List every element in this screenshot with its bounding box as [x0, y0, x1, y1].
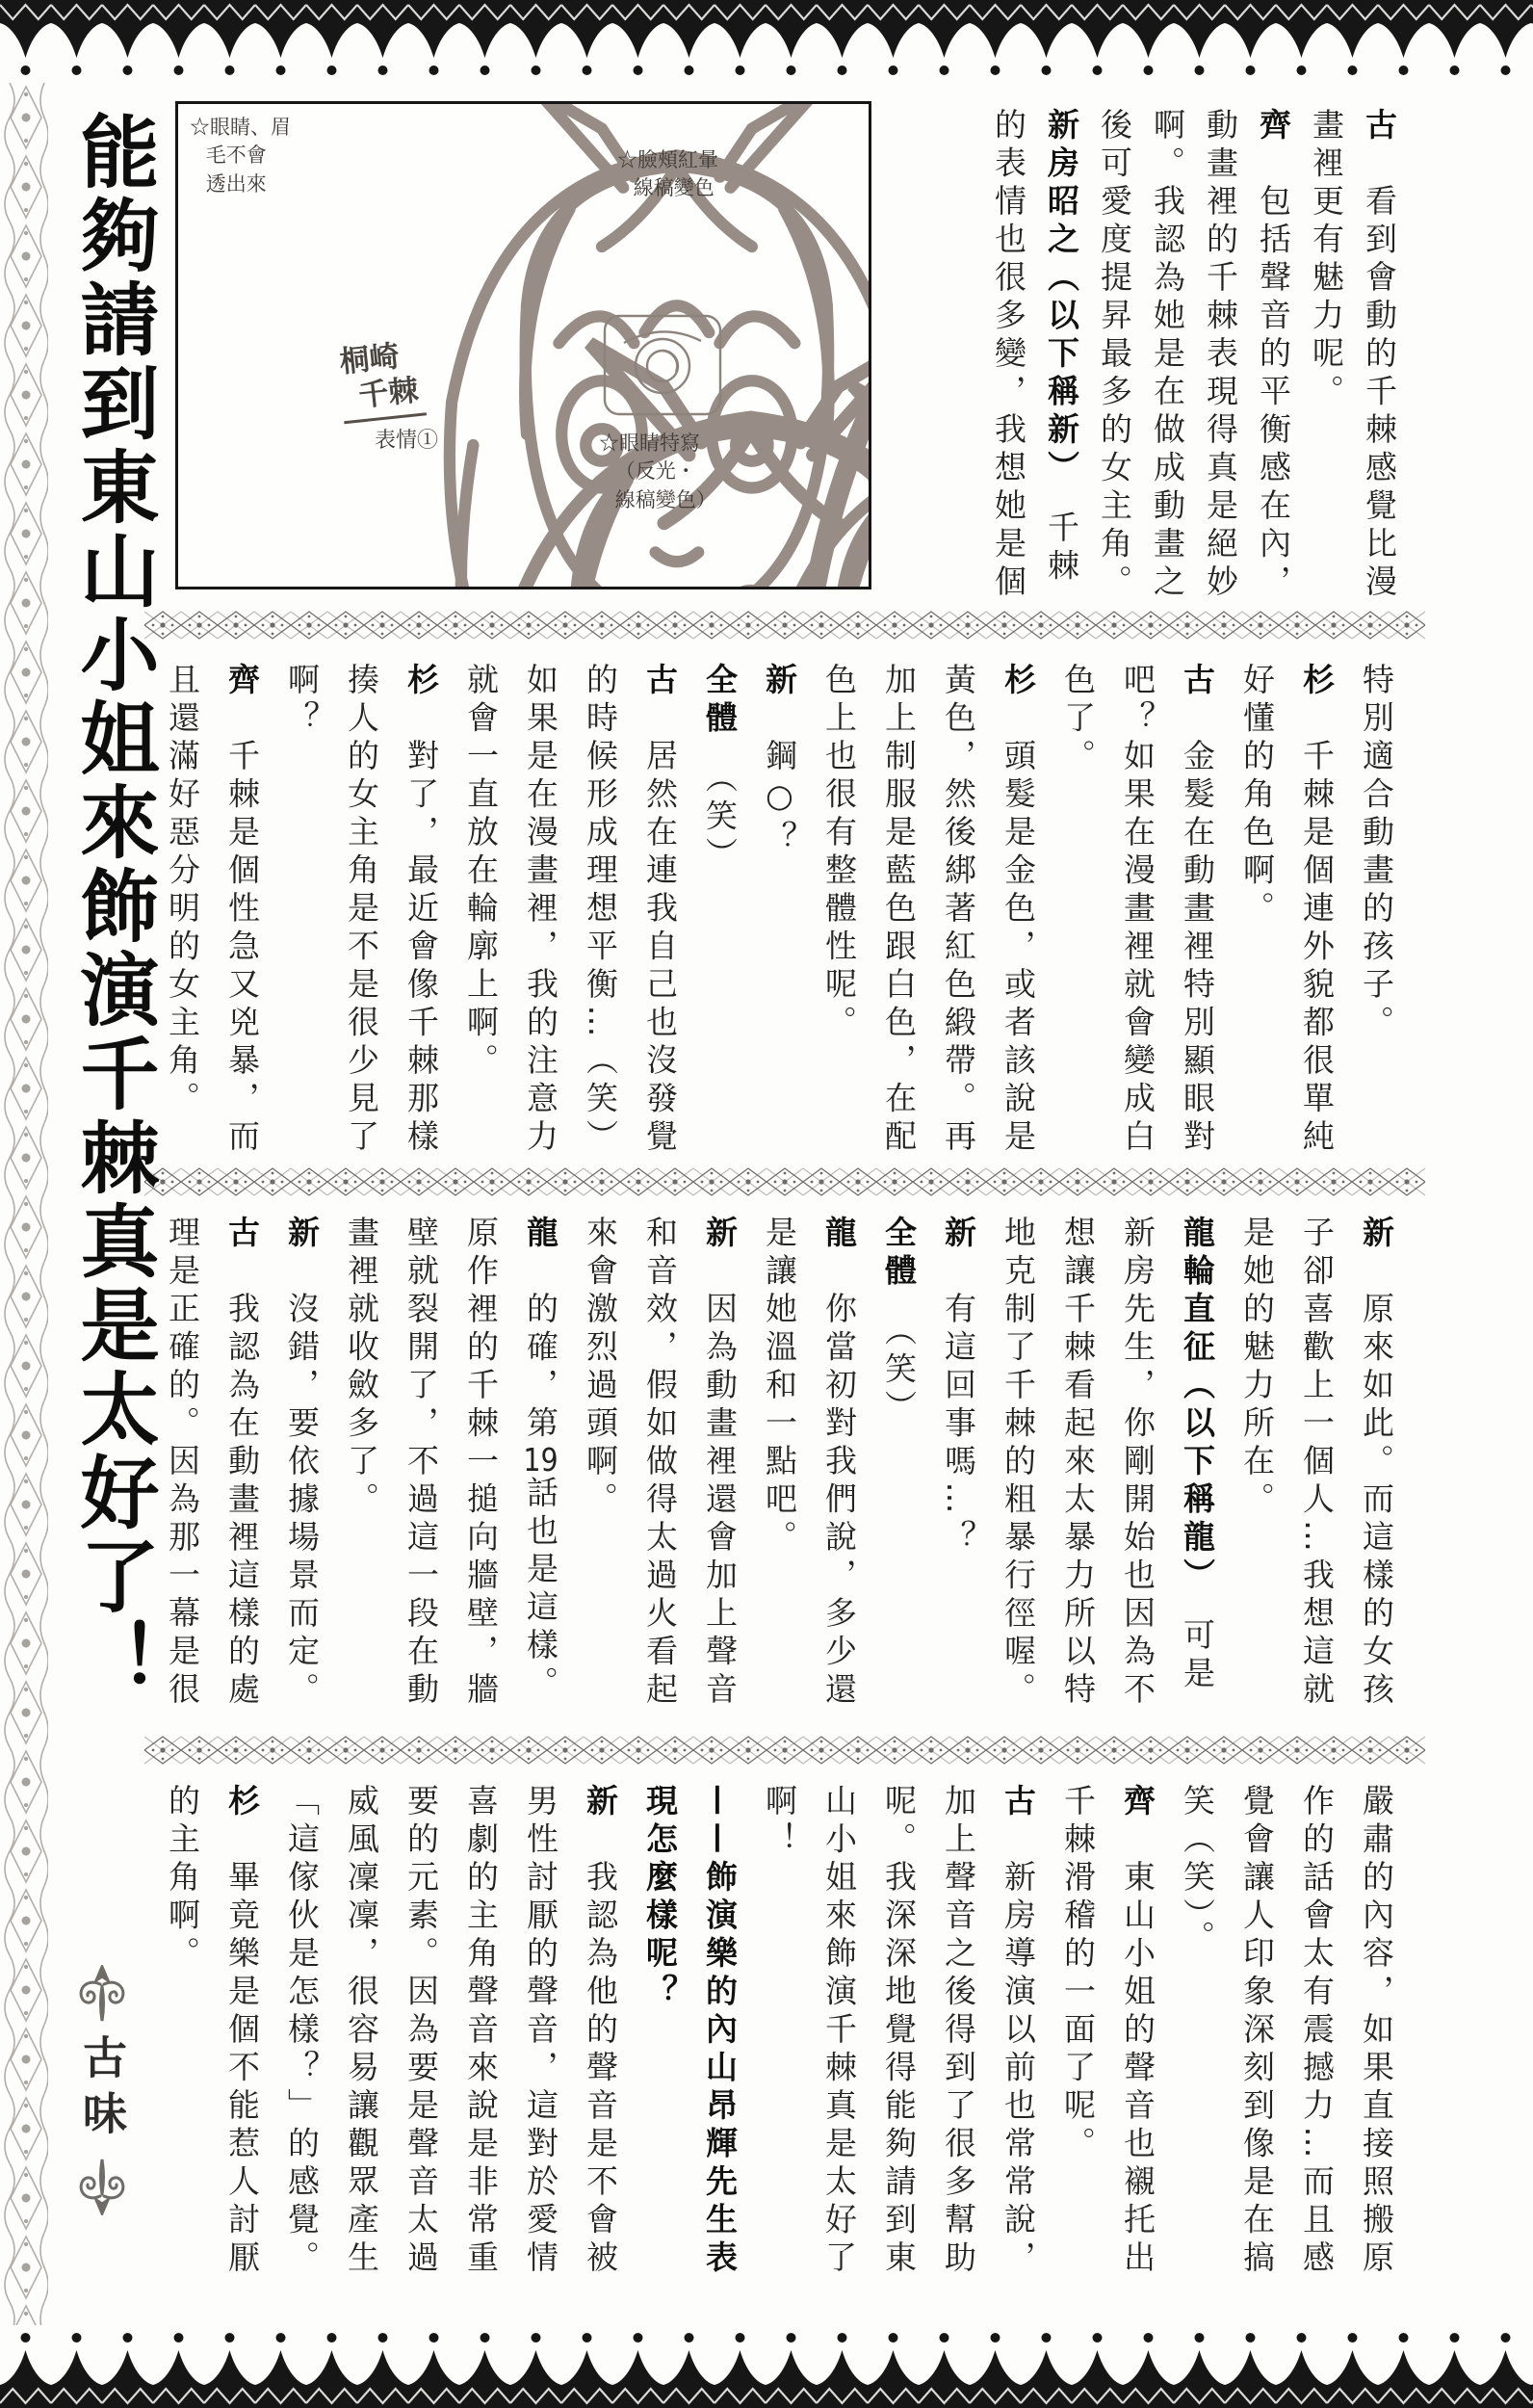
page-title: 能夠請到東山小姐來飾演千棘真是太好了！: [67, 111, 160, 1703]
text-column: 古 我認為在動畫裡這樣的處: [223, 1216, 261, 1711]
speaker-label: 齊: [223, 663, 261, 701]
interview-section-4: [152, 1784, 1406, 2283]
annotation-line: 線稿變色: [633, 176, 715, 200]
annotation-line: ☆眼睛特寫: [599, 432, 700, 455]
speaker-label: 龍: [522, 1216, 559, 1254]
text-column: 齊 千棘是個性急又兇暴，而: [223, 663, 261, 1158]
speaker-label: 新: [582, 1784, 619, 1822]
speaker-label: 杉: [403, 663, 440, 701]
text-column: 的表情也很多變，我想她是個: [990, 108, 1027, 603]
character-sheet-panel: [175, 101, 871, 589]
speaker-label: 全體: [701, 663, 739, 739]
text-column: 喜劇的主角聲音來說是非常重: [462, 1784, 500, 2279]
speaker-label: 古: [1361, 108, 1398, 146]
text-column: 笑（笑）。: [1179, 1784, 1216, 1958]
text-column: 是讓她溫和一點吧。: [761, 1216, 798, 1558]
text-column: 畫裡更有魅力呢。: [1308, 108, 1345, 412]
text-column: 啊！: [761, 1784, 798, 1860]
text-column: 是她的魅力所在。: [1238, 1216, 1276, 1520]
annotation-line: 線稿變色）: [614, 487, 716, 511]
speaker-label: 杉: [1298, 663, 1336, 701]
text-column: 啊？: [283, 663, 321, 739]
text-column: 齊 包括聲音的平衡感在內，: [1255, 108, 1292, 603]
text-column: 色了。: [1059, 663, 1097, 777]
lace-border-top-icon: [0, 0, 1533, 83]
speaker-label: 古: [1179, 663, 1216, 701]
speaker-label: 新: [283, 1216, 321, 1254]
text-column: 好懂的角色啊。: [1238, 663, 1276, 929]
text-column: 全體 （笑）: [880, 1216, 918, 1428]
text-column: 加上聲音之後得到了很多幫助: [940, 1784, 977, 2279]
annotation-line: 千棘: [356, 373, 421, 414]
text-column: 啊。我認為她是在做成動畫之: [1149, 108, 1186, 603]
annotation-eyes: [190, 114, 291, 198]
text-column: 古 金髮在動畫裡特別顯眼對: [1179, 663, 1216, 1158]
text-column: 加上制服是藍色跟白色，在配: [880, 663, 918, 1158]
speaker-label: 齊: [1119, 1784, 1156, 1822]
text-column: 的時候形成理想平衡…（笑）: [582, 663, 619, 1158]
text-column: 杉 對了，最近會像千棘那樣: [403, 663, 440, 1158]
text-column: 新 有這回事嗎…？: [940, 1216, 977, 1558]
annotation-line: ☆眼睛、眉: [190, 116, 291, 139]
fleur-ornament-icon: [74, 2156, 130, 2215]
annotation-line: 透出來: [205, 171, 267, 196]
lace-border-left-icon: [4, 83, 48, 2325]
separator-band-icon: [144, 1165, 1425, 1198]
text-column: 且還滿好惡分明的女主角。: [164, 663, 201, 1119]
text-column: 就會一直放在輪廓上啊。: [462, 663, 500, 1082]
text-column: 動畫裡的千棘表現得真是絕妙: [1202, 108, 1239, 603]
text-column: 畫裡就收斂多了。: [343, 1216, 380, 1520]
text-column: 壁就裂開了，不過這一段在動: [403, 1216, 440, 1711]
text-column: 要的元素。因為要是聲音太過: [403, 1784, 440, 2279]
character-name-label: [336, 337, 427, 425]
text-column: ——飾演樂的內山昂輝先生表: [701, 1784, 739, 2279]
text-column: 新房昭之（以下稱新） 千棘: [1043, 108, 1080, 587]
separator-band-icon: [144, 609, 1425, 641]
signature-text: 古味: [76, 2034, 128, 2146]
text-column: 嚴肅的內容，如果直接照搬原: [1358, 1784, 1395, 2279]
text-column: 來會激烈過頭啊。: [582, 1216, 619, 1520]
text-column: 新 因為動畫裡還會加上聲音: [701, 1216, 739, 1711]
speaker-label: 新: [1358, 1216, 1395, 1254]
speaker-label: 新: [761, 663, 798, 701]
text-column: 現怎麼樣呢？: [641, 1784, 679, 2012]
text-column: 子卻喜歡上一個人…我想這就: [1298, 1216, 1336, 1711]
speaker-label: 杉: [1000, 663, 1037, 701]
text-column: 新 我認為他的聲音是不會被: [582, 1784, 619, 2279]
text-column: 作的話會太有震撼力…而且感: [1298, 1784, 1336, 2279]
text-column: 齊 東山小姐的聲音也襯托出: [1119, 1784, 1156, 2279]
text-column: 「這傢伙是怎樣？」的感覺。: [283, 1784, 321, 2279]
speaker-label: 新房昭之（以下稱新）: [1043, 108, 1080, 473]
text-column: 地克制了千棘的粗暴行徑喔。: [1000, 1216, 1037, 1711]
speaker-label: 杉: [223, 1784, 261, 1822]
text-column: 新 原來如此。而這樣的女孩: [1358, 1216, 1395, 1711]
speaker-label: 龍輪直征（以下稱龍）: [1179, 1216, 1216, 1581]
text-column: 山小姐來飾演千棘真是太好了: [820, 1784, 858, 2279]
text-column: 特別適合動畫的孩子。: [1358, 663, 1395, 1043]
text-column: 色上也很有整體性呢。: [820, 663, 858, 1043]
text-column: 杉 千棘是個連外貌都很單純: [1298, 663, 1336, 1158]
text-column: 古 居然在連我自己也沒發覺: [641, 663, 679, 1158]
text-column: 杉 畢竟樂是個不能惹人討厭: [223, 1784, 261, 2279]
speaker-label: 齊: [1255, 108, 1292, 146]
text-column: 龍輪直征（以下稱龍） 可是: [1179, 1216, 1216, 1694]
speaker-label: 全體: [880, 1216, 918, 1292]
text-column: 新房先生，你剛開始也因為不: [1119, 1216, 1156, 1711]
text-column: 威風凜凜，很容易讓觀眾產生: [343, 1784, 380, 2279]
interview-section-3: [152, 1216, 1406, 1714]
annotation-eye-closeup: [599, 430, 716, 514]
text-column: 新 鋼○？: [761, 663, 798, 859]
interview-section-1: [982, 108, 1406, 607]
text-column: 如果是在漫畫裡，我的注意力: [522, 663, 559, 1158]
interview-section-2: [152, 663, 1406, 1162]
text-column: 全體 （笑）: [701, 663, 739, 876]
text-column: 杉 頭髮是金色，或者該說是: [1000, 663, 1037, 1158]
speaker-label: 新: [940, 1216, 977, 1254]
text-column: 原作裡的千棘一搥向牆壁，牆: [462, 1216, 500, 1711]
text-column: 男性討厭的聲音，這對於愛情: [522, 1784, 559, 2279]
text-column: 理是正確的。因為那一幕是很: [164, 1216, 201, 1711]
text-column: 新 沒錯，要依據場景而定。: [283, 1216, 321, 1711]
text-column: 千棘滑稽的一面了呢。: [1059, 1784, 1097, 2164]
text-column: 呢。我深深地覺得能夠請到東: [880, 1784, 918, 2279]
text-column: 的主角啊。: [164, 1784, 201, 1975]
text-column: 龍 的確，第19話也是這樣。: [522, 1216, 559, 1704]
speaker-label: 古: [1000, 1784, 1037, 1822]
text-column: 和音效，假如做得太過火看起: [641, 1216, 679, 1711]
expression-label: 表情①: [375, 429, 439, 453]
annotation-line: （反光・: [614, 459, 696, 484]
text-column: 古 新房導演以前也常常說，: [1000, 1784, 1037, 2279]
fleur-ornament-icon: [74, 1965, 130, 2025]
annotation-blush: [617, 146, 718, 203]
text-column: 古 看到會動的千棘感覺比漫: [1361, 108, 1398, 603]
speaker-label: 新: [701, 1216, 739, 1254]
text-column: 揍人的女主角是不是很少見了: [343, 663, 380, 1158]
speaker-label: 古: [641, 663, 679, 701]
annotation-line: 毛不會: [205, 144, 267, 168]
text-column: 黃色，然後綁著紅色緞帶。再: [940, 663, 977, 1158]
text-column: 吧？如果在漫畫裡就會變成白: [1119, 663, 1156, 1158]
text-column: 覺會讓人印象深刻到像是在搞: [1238, 1784, 1276, 2279]
speaker-label: 龍: [820, 1216, 858, 1254]
separator-band-icon: [144, 1734, 1425, 1767]
text-column: 想讓千棘看起來太暴力所以特: [1059, 1216, 1097, 1711]
speaker-label: 古: [223, 1216, 261, 1254]
annotation-line: 桐崎: [337, 339, 402, 380]
lace-border-bottom-icon: [0, 2325, 1533, 2408]
annotation-line: ☆臉頰紅暈: [617, 148, 718, 171]
text-column: 龍 你當初對我們說，多少還: [820, 1216, 858, 1711]
author-signature: [60, 1965, 144, 2215]
text-column: 後可愛度提昇最多的女主角。: [1096, 108, 1133, 603]
